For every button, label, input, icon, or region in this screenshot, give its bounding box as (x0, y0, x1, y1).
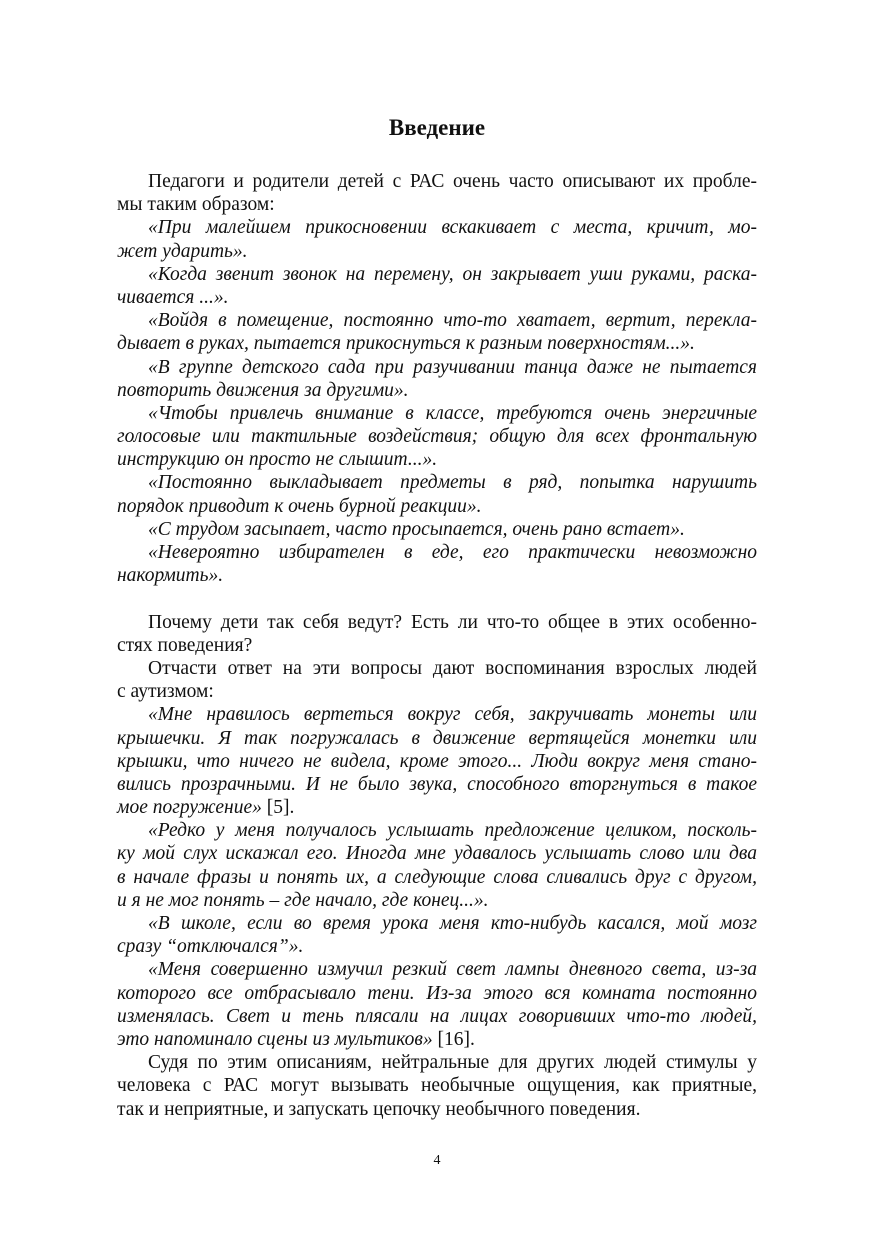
text-line: голосовые или тактильные воздействия; общую для всех фронтальную (117, 426, 757, 448)
text-line: «Постоянно выкладывает предметы в ряд, попытка нарушить (148, 472, 757, 494)
quote-text: мое погружение» (117, 797, 262, 819)
text-line: сразу “отключался”». (117, 936, 304, 958)
text-line: инструкцию он просто не слышит...». (117, 449, 438, 471)
quote-paragraph (117, 356, 757, 402)
text-line: Отчасти ответ на эти вопросы дают воспоминания взрослых людей (148, 657, 757, 679)
body-paragraph (117, 657, 757, 703)
text-line: «Невероятно избирателен в еде, его практически невозможно (148, 542, 757, 563)
text-line: ку мой слух искажал его. Иногда мне удавалось услышать слово или два (117, 843, 757, 865)
text-line: «Меня совершенно измучил резкий свет лампы дневного света, из-за (148, 959, 757, 981)
paragraph-intro (117, 170, 757, 216)
text-line: стях поведения? (117, 634, 253, 656)
text-line: повторить движения за другими». (117, 379, 409, 401)
page-title: Введение (388, 115, 486, 140)
text-line: «Редко у меня получалось услышать предложение целиком, посколь- (148, 820, 757, 842)
text-line: дывает в руках, пытается прикоснуться к разным поверхностям...». (117, 333, 695, 355)
blank-line (117, 587, 757, 610)
page-number: 4 (433, 1153, 441, 1168)
text-line: крышки, что ничего не видела, кроме этого... Люди вокруг меня стано- (117, 750, 757, 772)
text-line: крышечки. Я так погружалась в движение вертящейся монетки или (117, 727, 757, 749)
text-line: «С трудом засыпает, часто просыпается, очень рано встает». (148, 518, 685, 540)
text-line: в начале фразы и понять их, а следующие слова сливались друг с другом, (117, 866, 757, 888)
text-line: и я не мог понять – где начало, где конец...». (117, 889, 489, 911)
text-line: «При малейшем прикосновении вскакивает с места, кричит, мо- (148, 217, 757, 239)
quote-paragraph (117, 216, 757, 262)
citation-reference: [16]. (432, 1028, 475, 1050)
quote-paragraph (117, 402, 757, 472)
text-line: Почему дети так себя ведут? Есть ли что-то общее в этих особенно- (148, 611, 757, 633)
text-line: «Когда звенит звонок на перемену, он закрывает уши руками, раска- (148, 263, 757, 285)
quote-paragraph (117, 471, 757, 517)
text-line: человека с РАС могут вызывать необычные ощущения, как приятные, (117, 1075, 757, 1097)
quote-paragraph (117, 518, 757, 541)
quote-paragraph (117, 912, 757, 958)
text-line: Педагоги и родители детей с РАС очень часто описывают их пробле- (148, 171, 757, 192)
document-body (117, 170, 757, 1121)
quote-paragraph (117, 703, 757, 819)
quote-paragraph (117, 958, 757, 1051)
text-line: чивается ...». (117, 286, 229, 308)
text-line: Судя по этим описаниям, нейтральные для других людей стимулы у (148, 1052, 757, 1074)
text-line: порядок приводит к очень бурной реакции». (117, 495, 482, 517)
text-line: вились прозрачными. И не было звука, способного вторгнуться в такое (117, 773, 757, 795)
text-line: так и неприятные, и запускать цепочку необычного поведения. (117, 1098, 641, 1120)
text-line: жет ударить». (117, 240, 248, 262)
text-line: изменялась. Свет и тень плясали на лицах говоривших что-то людей, (117, 1005, 757, 1027)
text-line: мы таким образом: (117, 194, 275, 216)
text-line: «В группе детского сада при разучивании танца даже не пытается (148, 356, 757, 378)
text-line (117, 1028, 757, 1051)
quote-paragraph (117, 309, 757, 355)
question-paragraph (117, 611, 757, 657)
text-line: «Мне нравилось вертеться вокруг себя, закручивать монеты или (148, 704, 757, 726)
conclusion-paragraph (117, 1051, 757, 1121)
text-line: «Чтобы привлечь внимание в классе, требуются очень энергичные (148, 402, 757, 424)
text-line: с аутизмом: (117, 681, 214, 703)
text-line: «Войдя в помещение, постоянно что-то хватает, вертит, перекла- (148, 310, 757, 332)
quote-paragraph (117, 263, 757, 309)
text-line: «В школе, если во время урока меня кто-нибудь касался, мой мозг (148, 913, 757, 934)
quote-paragraph (117, 819, 757, 912)
quote-text: это напоминало сцены из мультиков» (117, 1028, 433, 1050)
quote-paragraph (117, 541, 757, 587)
text-line: которого все отбрасывало тени. Из-за этого вся комната постоянно (117, 982, 757, 1004)
citation-reference: [5]. (261, 797, 295, 819)
text-line: накормить». (117, 565, 224, 587)
text-line (117, 796, 757, 819)
